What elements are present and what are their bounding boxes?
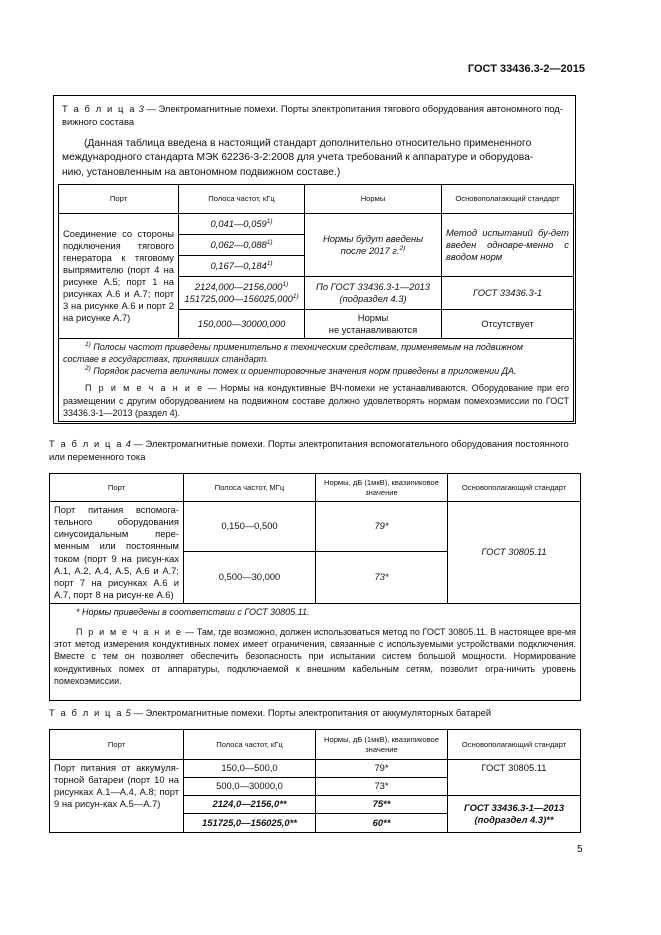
table4-header-standard: Основополагающий стандарт [448, 474, 581, 502]
table4-caption: Т а б л и ц а 4 — Электромагнитные помехи. Порты электропитания вспомогательного оборудования постоянного или переменного тока [49, 438, 569, 462]
table4-norm-1: 79* [316, 502, 448, 552]
table3-header-port: Порт [59, 185, 179, 214]
table3-norm-4: По ГОСТ 33436.3-1—2013 (подраздел 4.3) [305, 277, 442, 310]
table3-intro: (Данная таблица введена в настоящий стандарт дополнительно относительно примененного международного стандарта МЭК 62236-3-2:2008 для учета требований к аппаратуре и оборудова- нию, установленным на автономном подвижном составе.) [62, 138, 534, 178]
table3-band-5: 150,000—30000,000 [179, 310, 305, 339]
table5-port-cell: Порт питания от аккумуля-торной батареи (порт 10 на рисунках А.1—А.4, А.8; порт 9 на рисун-ках А.5—А.7) [50, 760, 184, 833]
table5-norm-4: 60** [316, 814, 448, 833]
table5-norm-2: 73* [316, 778, 448, 796]
table3 [58, 184, 574, 422]
table4-footnotes [50, 604, 581, 701]
table4-port-cell: Порт питания вспомога-тельного оборудования синусоидальным пере-менным или постоянным током (порт 9 на рисун-ках А.1, А.2, А.4, А.5, А.6 и А.7; порт 7 на рисунках А.6 и А.7, порт 8 на рисун-ке А.6) [50, 502, 184, 604]
table5-std-2: ГОСТ 33436.3-1—2013 (подраздел 4.3)** [448, 796, 581, 833]
table5-band-2: 500,0—30000,0 [184, 778, 316, 796]
table3-footnote-2: $^{2)}$ Порядок расчета величины помех и ориентировочные значения норм приведены в приложении ДА. [85, 365, 517, 377]
table3-band-3: 0,167—0,184$^{1)}$ [179, 256, 305, 277]
table5-band-1: 150,0—500,0 [184, 760, 316, 778]
table5-band-3: 2124,0—2156,0** [184, 796, 316, 814]
table3-port-cell: Соединение со стороны подключения тягового генератора к тяговому выпрямителю (порт 4 на рисунке А.5; порт 1 на рисунках А.6 и А.7; порт 3 на рисунке А.6 и порт 2 на рисунке А.7) [59, 214, 179, 339]
table4-note: П р и м е ч а н и е — Там, где возможно, должен использоваться метод по ГОСТ 30805.11. В настоящее вре-мя этот метод измерения кондуктивных помех имеет ограничения, связанные с используемыми устройствами подключения. Вместе с тем он позволяет обеспечить безопасность при испытании систем большой мощности. Нормирование кондуктивных помех от аппаратуры, подключаемой к внешним кабельным сетям, позволит огра-ничить уровень помехоэмиссии. [54, 627, 576, 686]
document-header: ГОСТ 33436.3-2—2015 [467, 63, 585, 75]
table3-norm-5: Нормы не устанавливаются [305, 310, 442, 339]
table4-header-norms: Нормы, дБ (1мкВ), квазипиковое значение [316, 474, 448, 502]
table5-band-4: 151725,0—156025,0** [184, 814, 316, 833]
table5-caption: Т а б л и ц а 5 — Электромагнитные помехи. Порты электропитания от аккумуляторных батарей [49, 707, 492, 718]
table5-norm-3: 75** [316, 796, 448, 814]
table4-band-1: 0,150—0,500 [184, 502, 316, 552]
table3-footnote-1: $^{1)}$ Полосы частот приведены применительно к техническим средствам, применяемым на подвижном [85, 341, 523, 353]
table4 [49, 473, 581, 701]
table3-header-band: Полоса частот, кГц [179, 185, 305, 214]
table4-header-band: Полоса частот, МГц [184, 474, 316, 502]
table5-header-band: Полоса частот, кГц [184, 730, 316, 760]
table3-band-1: 0,041—0,059$^{1)}$ [179, 214, 305, 235]
table3-band-4: 2124,000—2156,000$^{1)}$ 151725,000—156025,000$^{1)}$ [179, 277, 305, 310]
table3-caption: Т а б л и ц а 3 — Электромагнитные помехи. Порты электропитания тягового оборудования автономного под- вижного состава [62, 103, 563, 127]
table3-header-standard: Основополагающий стандарт [442, 185, 574, 214]
table5-header-norms: Нормы, дБ (1мкВ), квазипиковое значение [316, 730, 448, 760]
table5 [49, 729, 581, 833]
table5-norm-1: 79* [316, 760, 448, 778]
table4-band-2: 0,500—30,000 [184, 552, 316, 604]
table5-std-1: ГОСТ 30805.11 [448, 760, 581, 796]
table3-std-5: Отсутствует [442, 310, 574, 339]
table3-std-4: ГОСТ 33436.3-1 [442, 277, 574, 310]
table3-norm-1: Нормы будут введены после 2017 г.$^{2)}$ [305, 214, 442, 277]
table4-footnote: * Нормы приведены в соответствии с ГОСТ 30805.11. [76, 607, 310, 617]
table3-note: П р и м е ч а н и е — Нормы на кондуктивные ВЧ-помехи не устанавливаются. Оборудование при его размещении с другим оборудованием на подвижном составе должно удовлетворять нормам помехоэмиссии по ГОСТ 33436.3-1—2013 (раздел 4). [63, 383, 569, 418]
table3-footnotes: $^{1)}$ Полосы частот приведены применительно к техническим средствам, применяемым на подвижном составе в государствах, принявших стандарт. $^{2)}$ Порядок расчета величины помех и ориентировочные значения норм приведены в приложении ДА. П р и м е ч а н и е — Нормы на кондуктивные ВЧ-помехи не устанавливаются. Оборудование при его размещении с другим оборудованием на подвижном составе должно удовлетворять нормам помехоэмиссии по ГОСТ 33436.3-1—2013 (раздел 4). [59, 339, 574, 422]
table3-std-1: Метод испытаний бу-дет введен одновре-менно с вводом норм [442, 214, 574, 277]
table4-std: ГОСТ 30805.11 [448, 502, 581, 604]
table3-header-norms: Нормы [305, 185, 442, 214]
table3-band-2: 0,062—0,088$^{1)}$ [179, 235, 305, 256]
table5-header-port: Порт [50, 730, 184, 760]
table4-header-port: Порт [50, 474, 184, 502]
page-number: 5 [577, 844, 583, 855]
table4-norm-2: 73* [316, 552, 448, 604]
table5-header-standard: Основополагающий стандарт [448, 730, 581, 760]
